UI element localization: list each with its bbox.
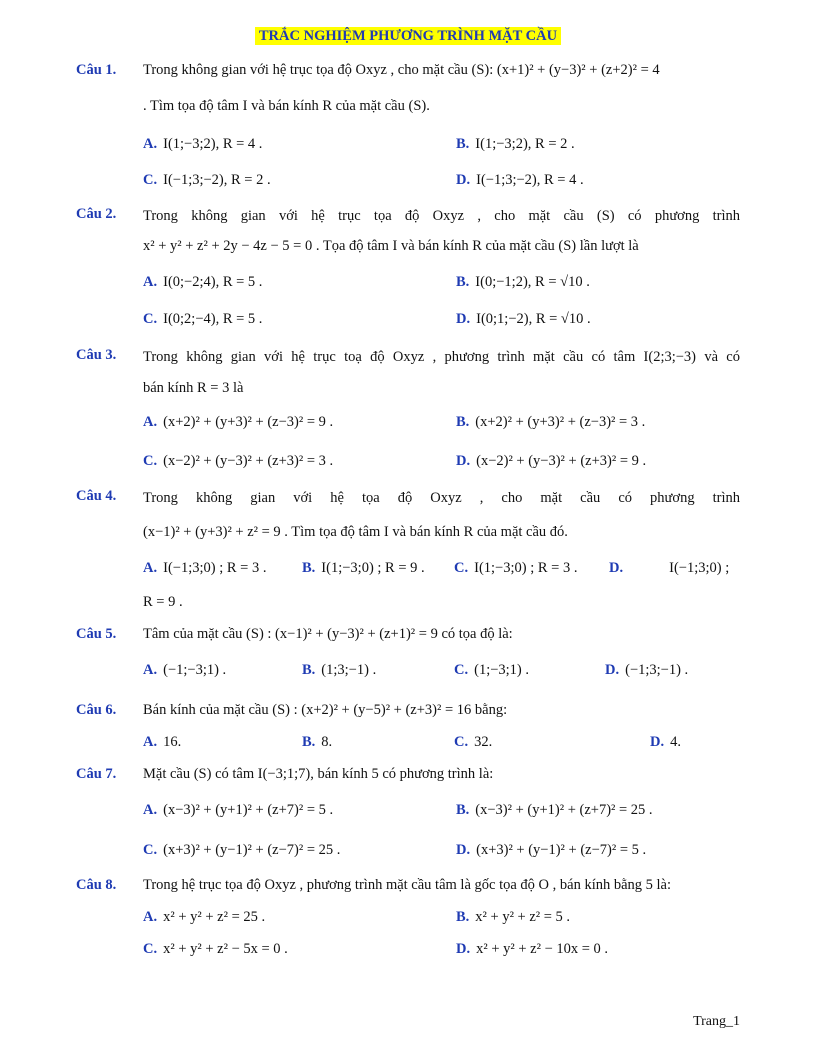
question-label: Câu 7.: [76, 766, 117, 782]
question-stem-line: Trong không gian với hệ trục toạ độ Oxyz , phương trình mặt cầu có tâm I(2;3;−3) và có: [143, 349, 740, 365]
option-letter: B.: [302, 560, 316, 576]
option-letter: D.: [456, 453, 471, 469]
answer-option: [143, 453, 333, 470]
option-text: 4.: [670, 734, 681, 750]
option-letter: A.: [143, 662, 158, 678]
option-text: I(−1;3;−2), R = 2 .: [163, 172, 271, 188]
question-label: Câu 1.: [76, 62, 117, 78]
answer-option: [143, 311, 262, 328]
question-stem-line: x² + y² + z² + 2y − 4z − 5 = 0 . Tọa độ tâm I và bán kính R của mặt cầu (S) lần lượt là: [143, 238, 639, 254]
option-letter: D.: [650, 734, 665, 750]
answer-option: [605, 662, 688, 679]
option-letter: D.: [609, 560, 624, 576]
option-text: (x+2)² + (y+3)² + (z−3)² = 3 .: [475, 414, 646, 430]
option-letter: D.: [456, 941, 471, 957]
page-title: [0, 28, 816, 45]
question-stem-line: Bán kính của mặt cầu (S) : (x+2)² + (y−5)² + (z+3)² = 16 bằng:: [143, 702, 508, 718]
question-stem-line: Tâm của mặt cầu (S) : (x−1)² + (y−3)² + (z+1)² = 9 có tọa độ là:: [143, 626, 513, 642]
option-text: (x+3)² + (y−1)² + (z−7)² = 5 .: [476, 842, 647, 858]
option-letter: D.: [456, 311, 471, 327]
answer-option: [650, 734, 681, 751]
question-stem-line: Trong không gian với hệ trục tọa độ Oxyz , cho mặt cầu (S) có phương trình: [143, 208, 740, 224]
answer-option: [302, 662, 376, 679]
option-text: x² + y² + z² = 25 .: [163, 909, 266, 925]
option-letter: A.: [143, 734, 158, 750]
option-text: (x−3)² + (y+1)² + (z+7)² = 5 .: [163, 802, 334, 818]
answer-option: [454, 662, 529, 679]
answer-option: [456, 414, 645, 431]
page-number: Trang_1: [693, 1014, 740, 1029]
option-text: I(1;−3;2), R = 4 .: [163, 136, 263, 152]
option-letter: C.: [454, 662, 469, 678]
option-text: I(0;2;−4), R = 5 .: [163, 311, 263, 327]
question-stem-line: Mặt cầu (S) có tâm I(−3;1;7), bán kính 5 có phương trình là:: [143, 766, 494, 782]
option-letter: C.: [143, 842, 158, 858]
option-letter: B.: [302, 734, 316, 750]
option-letter: B.: [456, 414, 470, 430]
answer-option: [456, 802, 653, 819]
answer-option: [143, 414, 333, 431]
answer-option: [456, 909, 570, 926]
answer-option: [143, 941, 288, 958]
answer-option: [454, 560, 577, 577]
answer-option: [302, 560, 425, 577]
answer-option: [456, 172, 584, 189]
option-text: 16.: [163, 734, 182, 750]
question-label: Câu 6.: [76, 702, 117, 718]
question-stem-line: (x−1)² + (y+3)² + z² = 9 . Tìm tọa độ tâm I và bán kính R của mặt cầu đó.: [143, 524, 568, 540]
option-letter: B.: [302, 662, 316, 678]
option-letter: A.: [143, 414, 158, 430]
option-text: I(−1;3;0) ; R = 3 .: [163, 560, 267, 576]
answer-option: [143, 909, 265, 926]
answer-option: [143, 734, 181, 751]
question-label: Câu 5.: [76, 626, 117, 642]
option-letter: D.: [456, 842, 471, 858]
question-stem-line: Trong không gian với hệ trục tọa độ Oxyz , cho mặt cầu (S): (x+1)² + (y−3)² + (z+2)² = 4: [143, 62, 660, 78]
answer-option: [456, 941, 608, 958]
option-text: (x+2)² + (y+3)² + (z−3)² = 9 .: [163, 414, 334, 430]
question-stem-line: Trong không gian với hệ tọa độ Oxyz , cho mặt cầu có phương trình: [143, 490, 740, 506]
question-stem-line: Trong hệ trục tọa độ Oxyz , phương trình mặt cầu tâm là gốc tọa độ O , bán kính bằng 5 là:: [143, 877, 672, 893]
option-letter: A.: [143, 560, 158, 576]
answer-option: [609, 560, 729, 577]
answer-option: [143, 172, 271, 189]
answer-option: [456, 842, 646, 859]
answer-option: [302, 734, 332, 751]
option-letter: B.: [456, 136, 470, 152]
option-text: (x−2)² + (y−3)² + (z+3)² = 3 .: [163, 453, 334, 469]
option-text: I(1;−3;0) ; R = 9 .: [321, 560, 425, 576]
option-text: x² + y² + z² = 5 .: [475, 909, 571, 925]
answer-option: [456, 453, 646, 470]
option-text: (−1;−3;1) .: [163, 662, 227, 678]
option-text: (x−2)² + (y−3)² + (z+3)² = 9 .: [476, 453, 647, 469]
title-text: TRẮC NGHIỆM PHƯƠNG TRÌNH MẶT CẦU: [255, 27, 561, 45]
option-text: I(−1;3;0) ;: [669, 560, 730, 576]
option-text: I(0;−1;2), R = √10 .: [475, 274, 590, 290]
option-letter: C.: [143, 311, 158, 327]
question-label: Câu 2.: [76, 206, 117, 222]
option-text: x² + y² + z² − 5x = 0 .: [163, 941, 288, 957]
option-text: I(0;−2;4), R = 5 .: [163, 274, 263, 290]
option-text: (−1;3;−1) .: [625, 662, 689, 678]
answer-option: [454, 734, 492, 751]
option-letter: C.: [454, 734, 469, 750]
option-letter: A.: [143, 136, 158, 152]
option-letter: A.: [143, 909, 158, 925]
question-label: Câu 4.: [76, 488, 117, 504]
answer-option: [456, 311, 591, 328]
option-text: (x+3)² + (y−1)² + (z−7)² = 25 .: [163, 842, 341, 858]
option-text: x² + y² + z² − 10x = 0 .: [476, 941, 609, 957]
answer-option: [143, 560, 266, 577]
option-letter: C.: [143, 453, 158, 469]
option-letter: B.: [456, 274, 470, 290]
answer-option: [456, 136, 575, 153]
answer-option: [456, 274, 590, 291]
option-text: I(1;−3;0) ; R = 3 .: [474, 560, 578, 576]
option-letter: C.: [143, 941, 158, 957]
option-text: I(1;−3;2), R = 2 .: [475, 136, 575, 152]
option-text: I(0;1;−2), R = √10 .: [476, 311, 591, 327]
option-text: 8.: [321, 734, 333, 750]
option-letter: A.: [143, 274, 158, 290]
answer-option: [143, 136, 262, 153]
option-letter: D.: [456, 172, 471, 188]
answer-option: [143, 842, 340, 859]
option-letter: B.: [456, 909, 470, 925]
option-text: (1;3;−1) .: [321, 662, 377, 678]
option-text: 32.: [474, 734, 493, 750]
option-letter: D.: [605, 662, 620, 678]
question-label: Câu 8.: [76, 877, 117, 893]
option-text: (x−3)² + (y+1)² + (z+7)² = 25 .: [475, 802, 653, 818]
answer-option: [143, 662, 226, 679]
question-stem-line: bán kính R = 3 là: [143, 380, 244, 396]
option-text: I(−1;3;−2), R = 4 .: [476, 172, 584, 188]
answer-option: [143, 802, 333, 819]
option-continuation: R = 9 .: [143, 594, 183, 610]
answer-option: [143, 274, 262, 291]
option-letter: B.: [456, 802, 470, 818]
option-letter: C.: [143, 172, 158, 188]
question-label: Câu 3.: [76, 347, 117, 363]
option-text: (1;−3;1) .: [474, 662, 530, 678]
option-letter: C.: [454, 560, 469, 576]
option-letter: A.: [143, 802, 158, 818]
question-stem-line: . Tìm tọa độ tâm I và bán kính R của mặt cầu (S).: [143, 98, 430, 114]
